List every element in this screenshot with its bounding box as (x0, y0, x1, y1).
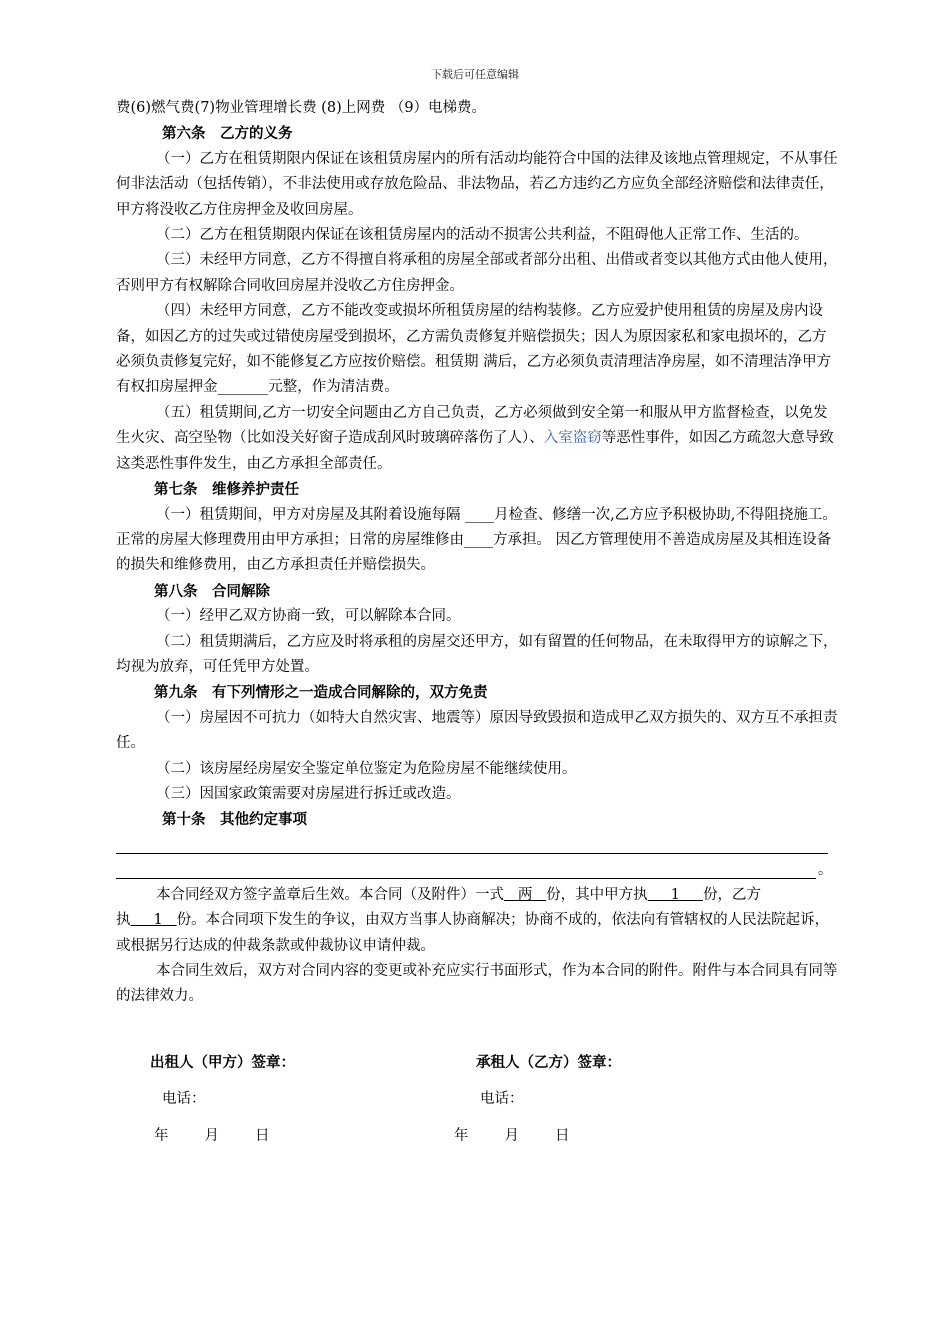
article-8-clause-1: （一）经甲乙双方协商一致，可以解除本合同。 (156, 608, 461, 625)
day-label: 日 (255, 1127, 270, 1144)
article-8-clause-2: （二）租赁期满后，乙方应及时将承租的房屋交还甲方，如有留置的任何物品，在未取得甲方的谅解之下，均视为放弃，可任凭甲方处置。 (116, 633, 838, 675)
copies-value: 两 (517, 886, 533, 903)
fees-paragraph: 费(6)燃气费(7)物业管理增长费 (8)上网费 （9）电梯费。 (116, 100, 487, 116)
lessor-phone-label: 电话： (162, 1090, 206, 1107)
signature-labels (116, 1050, 838, 1087)
article-6-title: 第六条 乙方的义务 (162, 125, 293, 143)
article-8-title: 第八条 合同解除 (154, 582, 270, 600)
article-6-clause-5 (116, 401, 838, 477)
clause-4-text: （四）未经甲方同意，乙方不能改变或损坏所租赁房屋的结构装修。乙方应爱护使用租赁的房屋及房内设备，如因乙方的过失或过错使房屋受到损坏，乙方需负责修复并赔偿损失；因人为原因家私和家电损坏的，乙方必须负责修复完好，如不能修复乙方应按价赔偿。租赁期 满后，乙方必须负责清理洁净房屋，如不清理洁净甲方有权扣房屋押金 (116, 303, 832, 396)
burglary-link[interactable]: 入室盗窃 (543, 430, 602, 447)
article-9-clause-1: （一）房屋因不可抗力（如特大自然灾害、地震等）原因导致毁损和造成甲乙双方损失的、双方互不承担责任。 (116, 709, 838, 752)
party-b-copies-value: 1 (153, 912, 163, 929)
clause-5-text: （五）租赁期间,乙方一切安全问题由乙方自己负责，乙方必须做到安全第一和服从甲方监督检查，以免发生火灾、高空坠物（比如没关好窗子造成刮风时玻璃碎落伤了人）、 (116, 404, 828, 447)
article-6-clause-1: （一）乙方在租赁期限内保证在该租赁房屋内的所有活动均能符合中国的法律及该地点管理规定，不从事任何非法活动（包括传销），不非法使用或存放危险品、非法物品，若乙方违约乙方应负全部经济赔偿和法律责任，甲方将没收乙方住房押金及收回房屋。 (116, 150, 838, 218)
supplement-paragraph: 本合同生效后，双方对合同内容的变更或补充应实行书面形式，作为本合同的附件。附件与本合同具有同等的法律效力。 (116, 963, 838, 1005)
year-label: 年 (454, 1127, 469, 1144)
article-6-clause-2: （二）乙方在租赁期限内保证在该租赁房屋内的活动不损害公共利益，不阻碍他人正常工作、生活的。 (156, 227, 809, 244)
effectiveness-text: 份，其中甲方执 (546, 886, 648, 903)
article-6-clause-4 (116, 299, 838, 401)
lessor-date (154, 1124, 454, 1149)
contract-body (116, 96, 838, 1149)
party-a-copies-value: 1 (670, 886, 680, 903)
period-mark: 。 (818, 861, 833, 878)
article-10-title: 第十条 其他约定事项 (162, 811, 307, 829)
article-9-clause-2: （二）该房屋经房屋安全鉴定单位鉴定为危险房屋不能继续使用。 (156, 760, 577, 777)
copies-count (504, 887, 546, 903)
lessor-signature-label: 出租人（甲方）签章： (150, 1053, 295, 1071)
blank-line-2 (116, 858, 838, 883)
clause-4-tail: 元整，作为清洁费。 (268, 379, 399, 396)
blank-line-1 (116, 833, 838, 858)
effectiveness-text: 本合同经双方签字盖章后生效。本合同（及附件）一式 (156, 886, 504, 903)
party-a-copies (648, 887, 703, 903)
article-9-title: 第九条 有下列情形之一造成合同解除的，双方免责 (154, 684, 488, 702)
day-label: 日 (555, 1127, 570, 1144)
party-b-copies (131, 912, 177, 928)
article-7-title: 第七条 维修养护责任 (154, 481, 299, 499)
effectiveness-text: 份。本合同项下发生的争议，由双方当事人协商解决；协商不成的，依法向有管辖权的人民法院起诉，或根据另行达成的仲裁条款或仲裁协议申请仲裁。 (116, 912, 830, 954)
page-header: 下载后可任意编辑 (431, 68, 519, 81)
article-9-clause-3: （三）因国家政策需要对房屋进行拆迁或改造。 (156, 785, 461, 802)
blank-rule (116, 878, 816, 879)
blank-rule (116, 853, 828, 854)
article-7-clause-1: （一）租赁期间，甲方对房屋及其附着设施每隔 ____月检查、修缮一次,乙方应予积极协助,不得阻挠施工。 正常的房屋大修理费用由甲方承担；日常的房屋维修由____方承担。 因乙方管理使用不善造成房屋及其相连设备的损失和维修费用，由乙方承担责任并赔偿损失。 (116, 506, 837, 574)
clause-5-tail: 等恶性事件，如因乙方疏忽大意导致这类恶性事件发生，由乙方承担全部责任。 (116, 430, 834, 472)
month-label: 月 (504, 1127, 519, 1144)
effectiveness-text: 份，乙方执 (116, 886, 761, 929)
article-6-clause-3: （三）未经甲方同意，乙方不得擅自将承租的房屋全部或者部分出租、出借或者变以其他方式由他人使用，否则甲方有权解除合同收回房屋并没收乙方住房押金。 (116, 252, 838, 294)
spacer (116, 1010, 838, 1050)
effectiveness-paragraph (116, 883, 838, 959)
lessee-date (454, 1124, 570, 1149)
cleaning-fee-blank: _______ (217, 379, 269, 396)
date-row (116, 1124, 838, 1149)
lessee-signature-label: 承租人（乙方）签章： (476, 1053, 621, 1071)
phone-row (116, 1087, 838, 1124)
lessee-phone-label: 电话： (480, 1090, 524, 1107)
year-label: 年 (154, 1127, 169, 1144)
month-label: 月 (204, 1127, 219, 1144)
